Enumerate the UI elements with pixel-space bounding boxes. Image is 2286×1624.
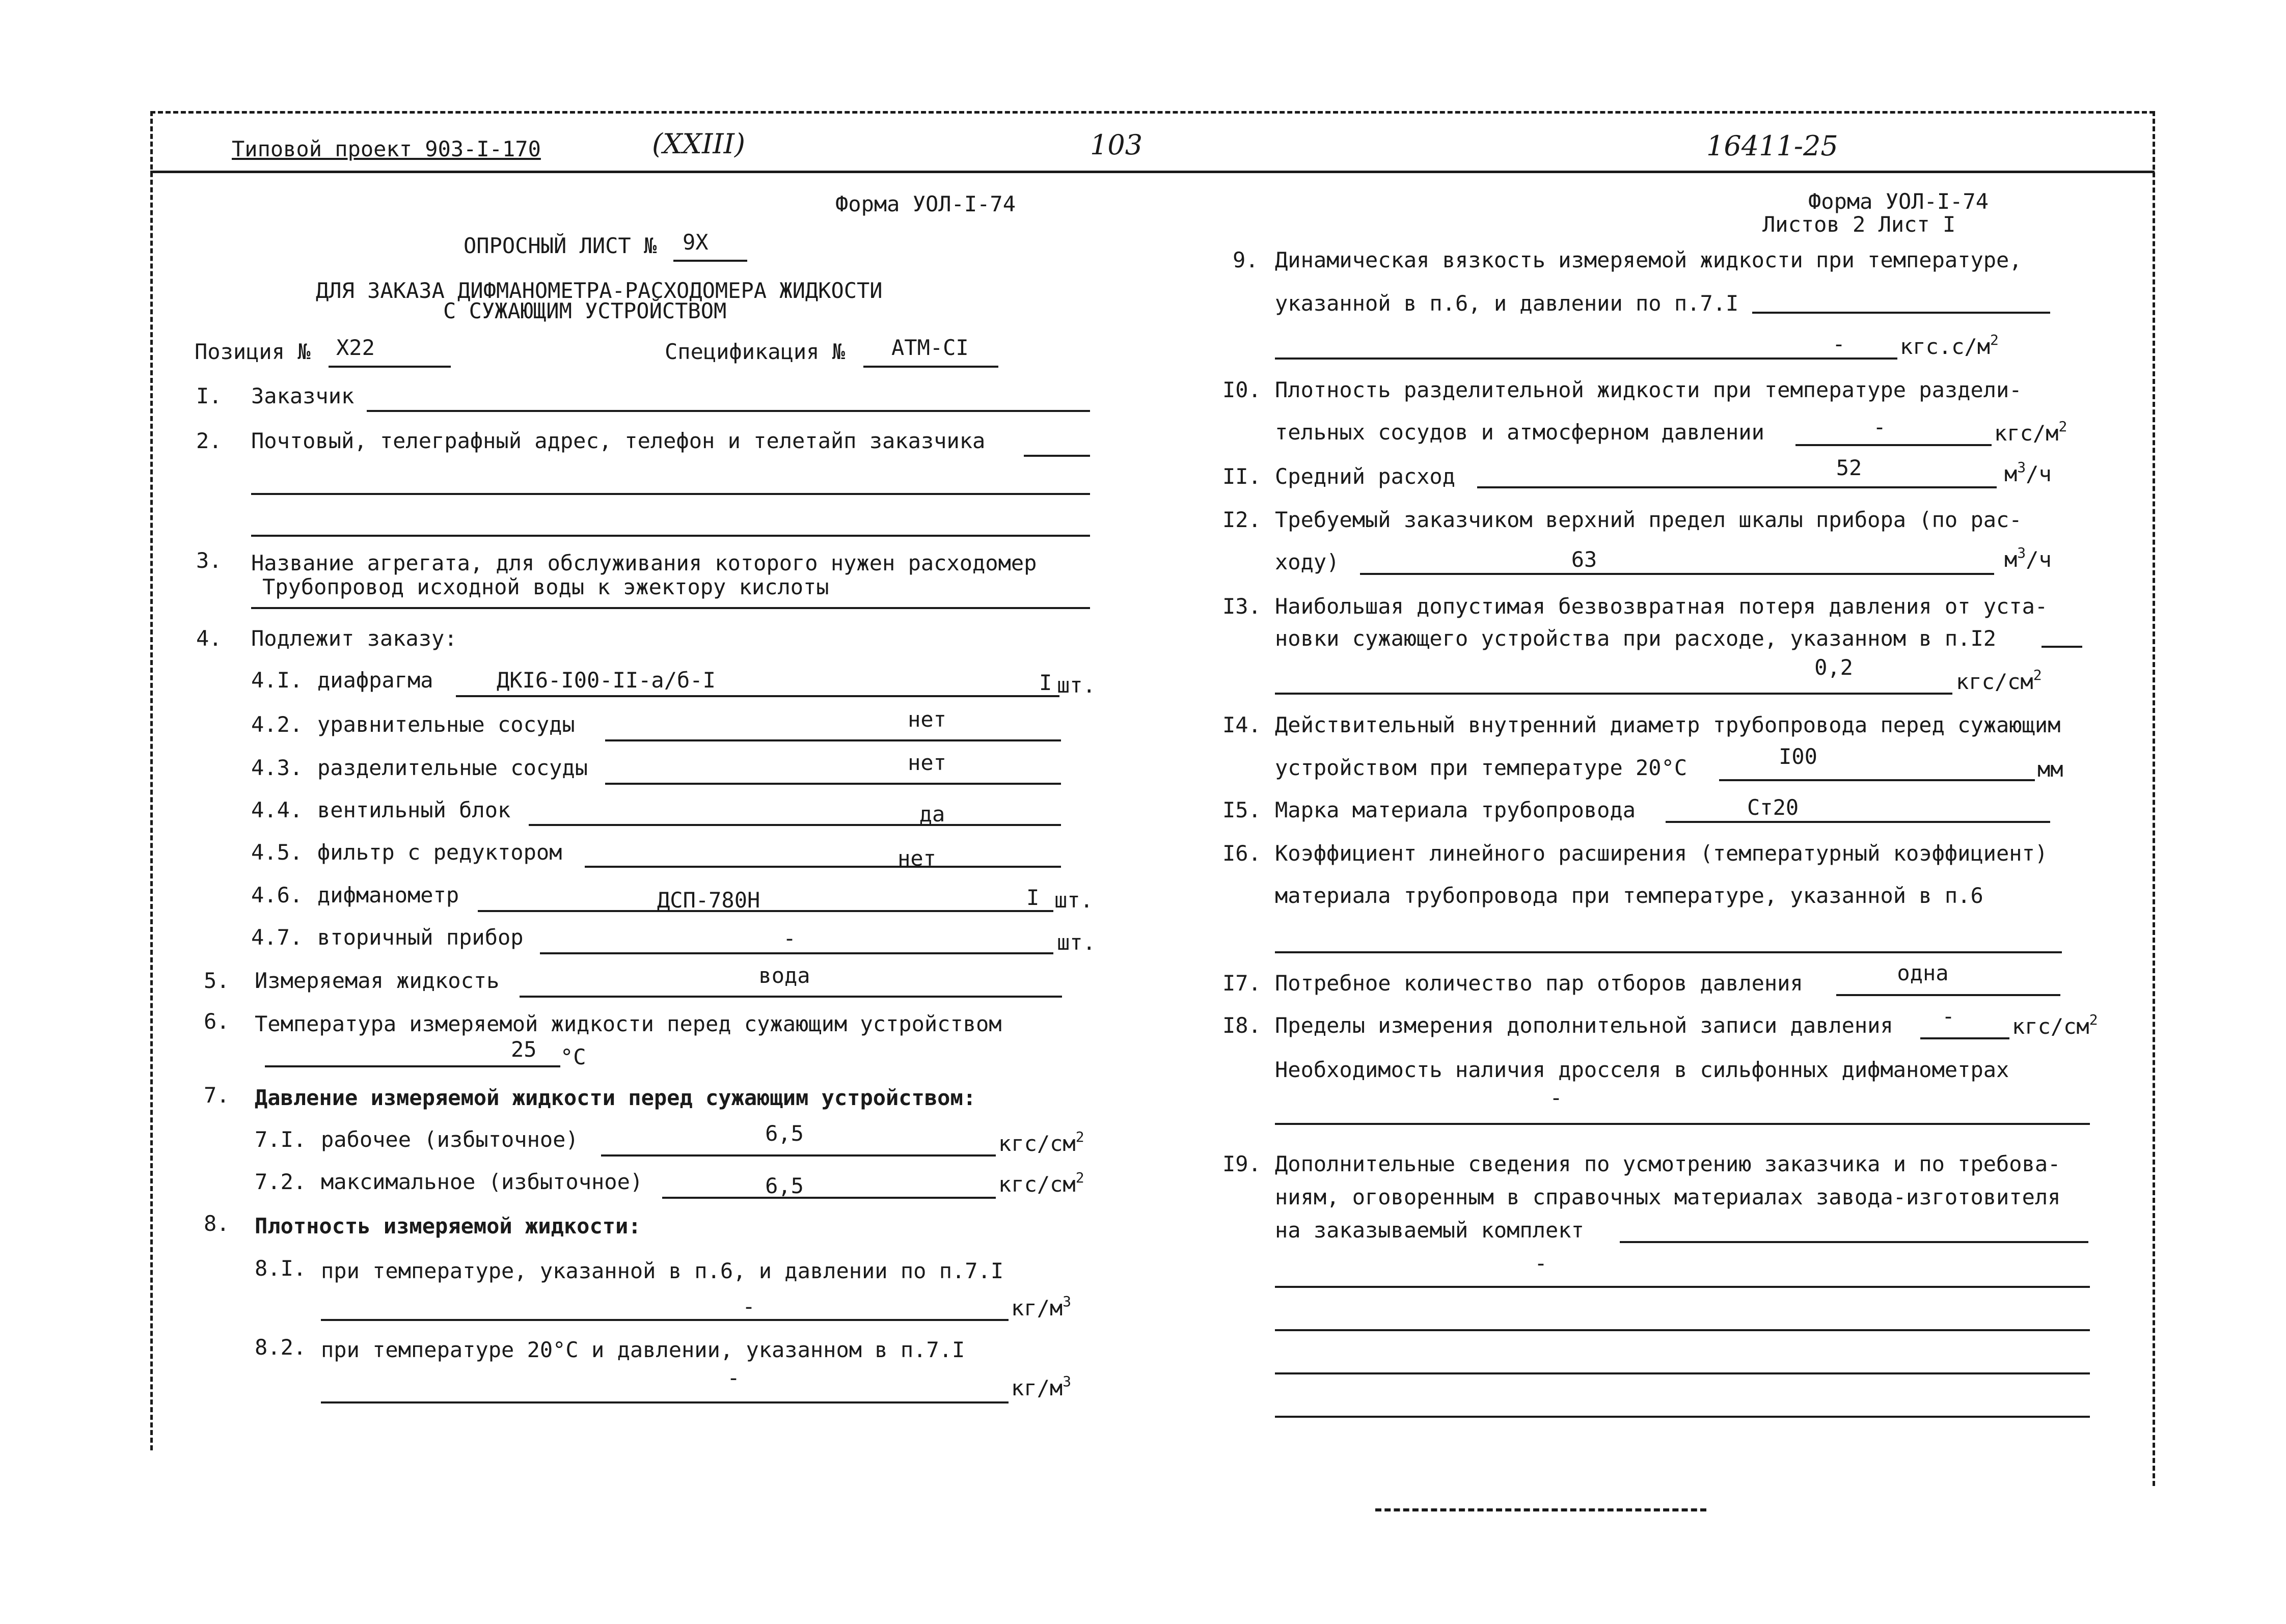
item-7-number: 7. xyxy=(204,1083,230,1108)
item-16-number: I6. xyxy=(1222,841,1261,866)
item-18-number: I8. xyxy=(1222,1013,1261,1038)
item-19-line-c-blank xyxy=(1620,1241,2088,1243)
item-9-value: - xyxy=(1832,332,1845,356)
item-4-6-number: 4.6. xyxy=(251,883,303,907)
item-1-number: I. xyxy=(196,383,222,408)
item-18-line-b-blank xyxy=(1275,1123,2090,1125)
item-8-1-unit xyxy=(1011,1293,1072,1320)
item-2-number: 2. xyxy=(196,428,222,453)
album-number: (XXIII) xyxy=(652,128,746,160)
frame-top-dashed xyxy=(150,111,2155,114)
position-value: Х22 xyxy=(336,335,375,360)
item-13-unit xyxy=(1956,667,2042,694)
item-10-line-a: Плотность разделительной жидкости при температуре раздели- xyxy=(1275,377,2022,402)
item-7-2-label: максимальное (избыточное) xyxy=(321,1169,643,1194)
item-19-line-4 xyxy=(1275,1416,2090,1418)
item-4-label: Подлежит заказу: xyxy=(251,626,457,651)
item-4-6-qty: I xyxy=(1026,885,1040,910)
item-15-label: Марка материала трубопровода xyxy=(1275,797,1636,822)
item-19-value: - xyxy=(1534,1251,1547,1276)
item-11-line xyxy=(1477,486,1997,488)
bottom-dashed-line xyxy=(1375,1508,1706,1511)
item-18-b-value: - xyxy=(1549,1085,1563,1110)
item-7-1-value: 6,5 xyxy=(765,1121,804,1146)
item-11-value: 52 xyxy=(1836,455,1862,480)
item-4-2-number: 4.2. xyxy=(251,712,303,737)
item-13-unit-exp: 2 xyxy=(2033,667,2042,683)
item-4-3-label: разделительные сосуды xyxy=(317,755,588,780)
item-4-2-value: нет xyxy=(908,707,946,732)
item-10-unit xyxy=(1994,418,2067,446)
item-13-line-b: новки сужающего устройства при расходе, указанном в п.I2 xyxy=(1275,626,1997,651)
item-4-3-line xyxy=(605,783,1061,785)
item-3-label: Название агрегата, для обслуживания которого нужен расходомер xyxy=(251,550,1037,575)
item-11-label: Средний расход xyxy=(1275,464,1456,489)
item-4-4-value: да xyxy=(919,802,945,827)
item-4-3-value: нет xyxy=(908,750,946,775)
item-4-1-line xyxy=(456,695,1059,697)
item-11-unit-text: м xyxy=(2004,461,2018,486)
form-label-left: Форма УОЛ-I-74 xyxy=(835,191,1016,216)
item-4-3-number: 4.3. xyxy=(251,755,303,780)
item-14-number: I4. xyxy=(1222,712,1261,737)
item-9-line xyxy=(1752,312,2050,314)
item-2-line-c xyxy=(251,535,1090,537)
item-10-line-b: тельных сосудов и атмосферном давлении xyxy=(1275,420,1764,445)
item-6-value: 25 xyxy=(511,1037,537,1062)
item-18-unit-text: кгс/см xyxy=(2012,1014,2089,1039)
item-2-line-a xyxy=(1024,455,1090,457)
item-5-number: 5. xyxy=(204,968,230,993)
item-19-line-b: ниям, оговоренным в справочных материалах завода-изготовителя xyxy=(1275,1185,2061,1209)
item-9-line-2 xyxy=(1275,357,1897,360)
item-8-2-label: при температуре 20°С и давлении, указанном в п.7.I xyxy=(321,1337,965,1362)
item-6-label: Температура измеряемой жидкости перед сужающим устройством xyxy=(255,1011,1002,1036)
item-11-unit-rate: /ч xyxy=(2026,461,2052,486)
item-7-2-unit-exp: 2 xyxy=(1075,1169,1084,1186)
item-4-6-unit: шт. xyxy=(1054,888,1093,913)
item-14-line xyxy=(1719,779,2035,781)
item-8-1-number: 8.I. xyxy=(255,1256,307,1281)
item-17-value: одна xyxy=(1897,960,1949,985)
item-8-number: 8. xyxy=(204,1211,230,1236)
item-9-unit-text: кгс.с/м xyxy=(1900,334,1991,359)
item-8-1-value: - xyxy=(742,1294,755,1319)
item-9-unit xyxy=(1900,332,1999,359)
item-7-1-unit-exp: 2 xyxy=(1075,1128,1084,1145)
item-12-unit-exp: 3 xyxy=(2017,544,2026,561)
item-4-5-line xyxy=(585,866,1061,868)
item-5-label: Измеряемая жидкость xyxy=(255,968,500,993)
item-14-line-a: Действительный внутренний диаметр трубопровода перед сужающим xyxy=(1275,712,2061,737)
item-4-7-value: - xyxy=(783,926,796,951)
item-13-line-a-tail xyxy=(2042,646,2082,648)
item-8-2-line xyxy=(321,1401,1009,1403)
item-4-1-qty: I xyxy=(1039,670,1052,695)
item-19-line-3 xyxy=(1275,1372,2090,1374)
item-18-line-b: Необходимость наличия дросселя в сильфонных дифманометрах xyxy=(1275,1057,2009,1082)
item-7-1-label: рабочее (избыточное) xyxy=(321,1127,579,1152)
item-12-line-a: Требуемый заказчиком верхний предел шкалы прибора (по рас- xyxy=(1275,507,2022,532)
item-11-unit-exp: 3 xyxy=(2017,459,2026,476)
item-11-unit xyxy=(2004,459,2052,486)
form-label-right: Форма УОЛ-I-74 xyxy=(1808,189,1989,214)
item-19-number: I9. xyxy=(1222,1151,1261,1176)
item-2-line-b xyxy=(251,493,1090,495)
item-12-value: 63 xyxy=(1571,547,1597,572)
title-line-1: ДЛЯ ЗАКАЗА ДИФМАНОМЕТРА-РАСХОДОМЕРА ЖИДКОСТИ xyxy=(316,278,883,303)
item-4-7-line xyxy=(540,952,1053,954)
item-18-unit-exp: 2 xyxy=(2089,1011,2098,1028)
item-4-2-label: уравнительные сосуды xyxy=(317,712,575,737)
item-7-1-unit-text: кгс/см xyxy=(998,1131,1076,1156)
item-19-line-1 xyxy=(1275,1286,2090,1288)
sheet-number: 9Х xyxy=(683,230,709,255)
spec-line xyxy=(863,366,998,368)
item-8-2-unit-text: кг/м xyxy=(1011,1375,1063,1400)
item-17-line xyxy=(1836,994,2060,996)
item-9-line-a: Динамическая вязкость измеряемой жидкости при температуре, xyxy=(1275,247,2022,272)
item-19-line-2 xyxy=(1275,1329,2090,1331)
item-13-line-a: Наибольшая допустимая безвозвратная потеря давления от уста- xyxy=(1275,594,2048,619)
item-14-line-b: устройством при температуре 20°С xyxy=(1275,755,1688,780)
item-8-label: Плотность измеряемой жидкости: xyxy=(255,1214,641,1238)
item-4-1-number: 4.I. xyxy=(251,668,303,693)
item-4-5-label: фильтр с редуктором xyxy=(317,840,562,865)
page-number: 103 xyxy=(1090,129,1143,161)
item-4-7-unit: шт. xyxy=(1057,930,1096,955)
item-14-unit: мм xyxy=(2037,757,2063,782)
item-8-1-unit-exp: 3 xyxy=(1063,1293,1072,1310)
item-3-value: Трубопровод исходной воды к эжектору кислоты xyxy=(262,574,829,599)
item-4-4-label: вентильный блок xyxy=(317,797,511,822)
item-7-2-line xyxy=(662,1197,996,1199)
item-10-unit-exp: 2 xyxy=(2058,418,2067,435)
item-3-number: 3. xyxy=(196,548,222,573)
item-12-unit xyxy=(2004,544,2052,572)
item-9-number: 9. xyxy=(1233,247,1259,272)
position-label: Позиция № xyxy=(195,339,311,364)
item-19-line-c: на заказываемый комплект xyxy=(1275,1218,1584,1243)
item-4-6-line xyxy=(478,910,1053,912)
sheet-number-line xyxy=(673,260,747,262)
sheet-count: Листов 2 Лист I xyxy=(1762,212,1956,237)
item-4-number: 4. xyxy=(196,626,222,651)
project-number: Типовой проект 903-I-170 xyxy=(232,136,541,161)
frame-left-dashed xyxy=(150,111,153,1450)
item-16-line xyxy=(1275,951,2062,953)
item-4-6-label: дифманометр xyxy=(317,883,459,907)
item-6-line xyxy=(265,1065,560,1067)
item-12-line-b: ходу) xyxy=(1275,549,1340,574)
item-8-2-unit xyxy=(1011,1373,1072,1400)
item-8-2-value: - xyxy=(727,1365,740,1390)
item-4-1-value: ДКI6-I00-II-а/б-I xyxy=(497,668,716,693)
item-4-1-label: диафрагма xyxy=(317,668,433,693)
item-12-unit-text: м xyxy=(2004,547,2018,572)
item-5-line xyxy=(520,996,1062,998)
item-18-unit xyxy=(2012,1011,2098,1039)
item-12-unit-rate: /ч xyxy=(2026,547,2052,572)
item-1-label: Заказчик xyxy=(251,383,355,408)
item-10-value: - xyxy=(1873,415,1886,439)
item-4-6-value: ДСП-780Н xyxy=(657,888,760,913)
title-line-2: С СУЖАЮЩИМ УСТРОЙСТВОМ xyxy=(443,298,727,323)
item-16-line-b: материала трубопровода при температуре, указанной в п.6 xyxy=(1275,883,1983,908)
item-10-unit-text: кгс/м xyxy=(1994,421,2059,446)
item-16-line-a: Коэффициент линейного расширения (температурный коэффициент) xyxy=(1275,841,2048,866)
item-8-2-unit-exp: 3 xyxy=(1063,1373,1072,1390)
sheet-title: ОПРОСНЫЙ ЛИСТ № xyxy=(464,233,657,258)
item-8-1-unit-text: кг/м xyxy=(1011,1296,1063,1320)
spec-label: Спецификация № xyxy=(665,339,846,364)
item-17-number: I7. xyxy=(1222,971,1261,996)
item-15-number: I5. xyxy=(1222,797,1261,822)
item-17-label: Потребное количество пар отборов давления xyxy=(1275,971,1803,996)
item-12-number: I2. xyxy=(1222,507,1261,532)
item-14-value: I00 xyxy=(1779,744,1817,769)
item-2-label: Почтовый, телеграфный адрес, телефон и телетайп заказчика xyxy=(251,428,986,453)
item-7-1-line xyxy=(601,1154,996,1157)
item-7-2-unit xyxy=(998,1169,1084,1197)
item-4-7-number: 4.7. xyxy=(251,925,303,950)
item-5-value: вода xyxy=(758,963,810,988)
item-18-value: - xyxy=(1942,1004,1955,1029)
item-1-line xyxy=(367,410,1090,412)
item-13-line xyxy=(1275,693,1952,695)
item-10-line xyxy=(1795,444,1992,446)
item-12-line xyxy=(1360,573,1994,575)
spec-value: АТМ-СI xyxy=(891,335,969,360)
document-code: 16411-25 xyxy=(1706,130,1838,162)
item-18-line-a-blank xyxy=(1920,1037,2009,1039)
item-4-4-line xyxy=(529,824,1061,826)
item-18-line-a: Пределы измерения дополнительной записи давления xyxy=(1275,1013,1893,1038)
item-13-value: 0,2 xyxy=(1814,655,1853,680)
item-9-line-b: указанной в п.6, и давлении по п.7.I xyxy=(1275,291,1739,316)
item-15-value: Ст20 xyxy=(1747,795,1799,820)
item-4-5-value: нет xyxy=(897,846,936,871)
item-8-1-label: при температуре, указанной в п.6, и давлении по п.7.I xyxy=(321,1258,1004,1283)
item-13-number: I3. xyxy=(1222,594,1261,619)
item-8-2-number: 8.2. xyxy=(255,1335,307,1360)
item-15-line xyxy=(1666,821,2050,823)
item-7-2-unit-text: кгс/см xyxy=(998,1172,1076,1197)
item-7-2-number: 7.2. xyxy=(255,1169,307,1194)
header-rule xyxy=(150,171,2155,173)
item-9-unit-exp: 2 xyxy=(1990,332,1999,348)
item-4-5-number: 4.5. xyxy=(251,840,303,865)
item-7-label: Давление измеряемой жидкости перед сужающим устройством: xyxy=(255,1085,976,1110)
item-11-number: II. xyxy=(1222,464,1261,489)
item-19-line-a: Дополнительные сведения по усмотрению заказчика и по требова- xyxy=(1275,1151,2061,1176)
item-13-unit-text: кгс/см xyxy=(1956,669,2033,694)
item-3-line xyxy=(251,607,1090,609)
item-4-4-number: 4.4. xyxy=(251,797,303,822)
position-line xyxy=(329,366,451,368)
item-7-2-value: 6,5 xyxy=(765,1173,804,1198)
item-8-1-line xyxy=(321,1319,1009,1321)
item-6-number: 6. xyxy=(204,1009,230,1034)
item-7-1-number: 7.I. xyxy=(255,1127,307,1152)
item-4-1-unit: шт. xyxy=(1057,673,1096,698)
item-10-number: I0. xyxy=(1222,377,1261,402)
item-4-2-line xyxy=(605,739,1061,741)
item-4-7-label: вторичный прибор xyxy=(317,925,524,950)
item-7-1-unit xyxy=(998,1128,1084,1156)
frame-right-dashed xyxy=(2153,111,2155,1486)
item-6-unit: °С xyxy=(560,1044,586,1069)
